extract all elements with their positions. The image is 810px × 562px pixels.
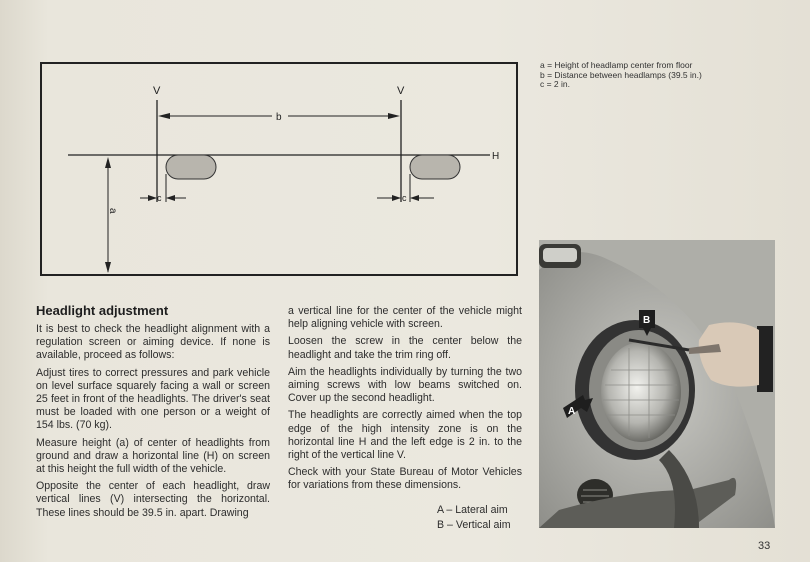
legend-line-a: a = Height of headlamp center from floor [540,60,693,70]
label-v-right: V [397,85,405,97]
headlight-photo [539,240,775,528]
paragraph: Aim the headlights individually by turning the two aiming screws with low beams switched on. Cover up the second headlight. [288,365,522,405]
paragraph: Loosen the screw in the center below the headlight and take the trim ring off. [288,335,522,361]
photo-label-b: B [643,315,651,326]
label-c-left: c [157,193,162,203]
paragraph: a vertical line for the center of the vehicle might help aligning vehicle with screen. [288,305,522,331]
text-column-left [36,323,270,524]
label-v-left: V [153,85,161,97]
label-a: a [107,208,118,214]
photo-label-a: A [568,406,576,417]
paragraph: The headlights are correctly aimed when the top edge of the high intensity zone is on the horizontal line H and the left edge is 2 in. to the right of the vertical line V. [288,409,522,462]
headlamp-spot-right [410,155,460,179]
headlamp-spot-left [166,155,216,179]
photo-captions [437,503,511,533]
paragraph: Opposite the center of each headlight, draw vertical lines (V) intersecting the horizontal. These lines should be 39.5 in. apart. Drawing [36,480,270,519]
headlight-aiming-diagram [40,62,518,276]
legend-line-b: b = Distance between headlamps (39.5 in.) [540,69,702,80]
caption-lateral-aim: A – Lateral aim [437,504,508,516]
section-heading: Headlight adjustment [36,303,169,318]
paragraph: Check with your State Bureau of Motor Vehicles for variations from these dimensions. [288,466,522,492]
page-number: 33 [758,540,771,552]
paragraph: Measure height (a) of center of headlights from ground and draw a horizontal line (H) on screen at this height the full width of the vehicle. [36,436,270,476]
label-c-right: c [402,193,407,203]
label-b: b [276,112,282,123]
diagram-legend [540,61,702,90]
legend-line-c: c = 2 in. [540,79,571,89]
text-column-right [288,305,522,497]
caption-vertical-aim: B – Vertical aim [437,519,511,531]
label-h: H [492,151,500,162]
paragraph: Adjust tires to correct pressures and park vehicle on level surface squarely facing a wall or screen 25 feet in front of the headlights. The driver's seat must be loaded with one person or a weight of 154 lbs. (70 kg). [36,366,270,432]
paragraph: It is best to check the headlight alignment with a regulation screen or aiming device. If none is available, proceed as follows: [36,323,270,362]
